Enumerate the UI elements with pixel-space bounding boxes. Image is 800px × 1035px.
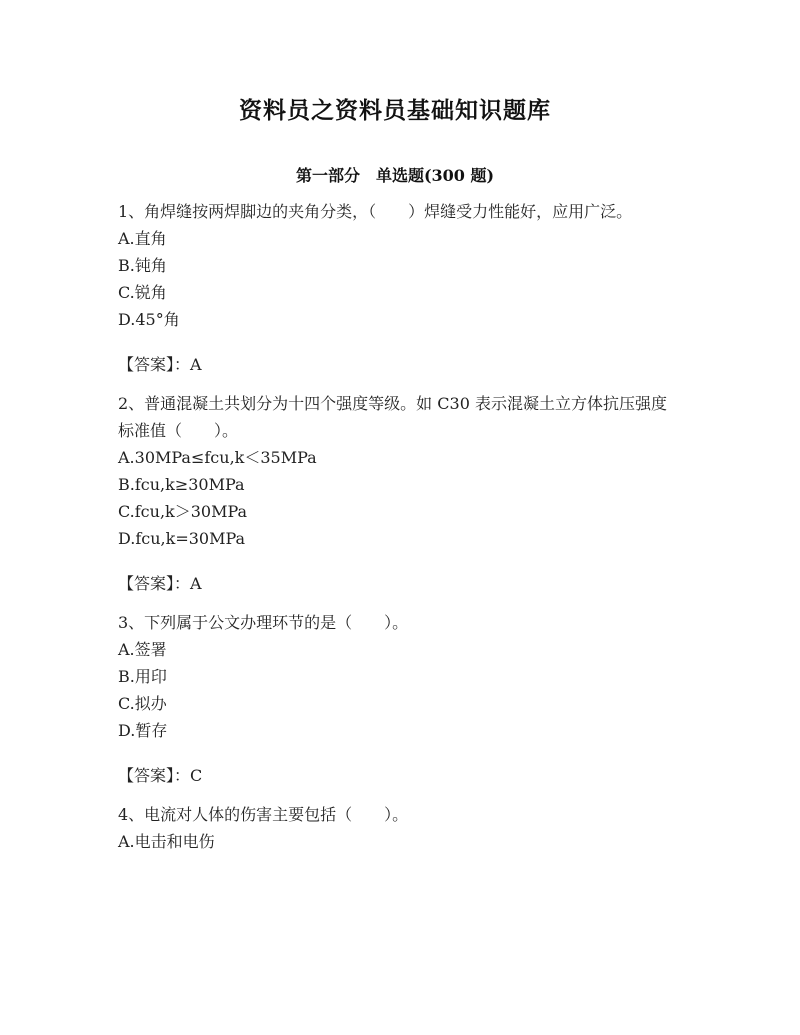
question-text: 1、角焊缝按两焊脚边的夹角分类，（ ）焊缝受力性能好，应用广泛。: [118, 202, 633, 221]
option-a: A.签署: [118, 640, 167, 659]
document-title: 资料员之资料员基础知识题库: [239, 97, 551, 124]
option-b: B.fcu,k≥30MPa: [118, 475, 245, 494]
option-a: A.30MPa≤fcu,k＜35MPa: [118, 448, 317, 467]
answer-line: 【答案】：A: [118, 355, 202, 374]
option-d: D.45°角: [118, 310, 180, 329]
question-3: [118, 609, 672, 789]
option-d: D.暂存: [118, 721, 168, 740]
option-b: B.用印: [118, 667, 167, 686]
option-list: [118, 444, 672, 552]
question-list: [118, 198, 672, 855]
question-text: 2、普通混凝土共划分为十四个强度等级。如 C30 表示混凝土立方体抗压强度标准值（ ）。: [118, 394, 667, 440]
option-a: A.直角: [118, 229, 167, 248]
question-1: [118, 198, 672, 378]
question-4: [118, 801, 672, 855]
option-list: [118, 225, 672, 333]
option-b: B.钝角: [118, 256, 167, 275]
section-heading: 第一部分 单选题(300 题): [295, 166, 495, 185]
option-list: [118, 828, 672, 855]
option-list: [118, 636, 672, 744]
question-text: 3、下列属于公文办理环节的是（ ）。: [118, 613, 409, 632]
question-text: 4、电流对人体的伤害主要包括（ ）。: [118, 805, 409, 824]
option-d: D.fcu,k=30MPa: [118, 529, 246, 548]
option-c: C.拟办: [118, 694, 167, 713]
option-a: A.电击和电伤: [118, 832, 215, 851]
option-c: C.锐角: [118, 283, 167, 302]
option-c: C.fcu,k＞30MPa: [118, 502, 248, 521]
answer-line: 【答案】：A: [118, 574, 202, 593]
answer-line: 【答案】：C: [118, 766, 203, 785]
question-2: [118, 390, 672, 597]
